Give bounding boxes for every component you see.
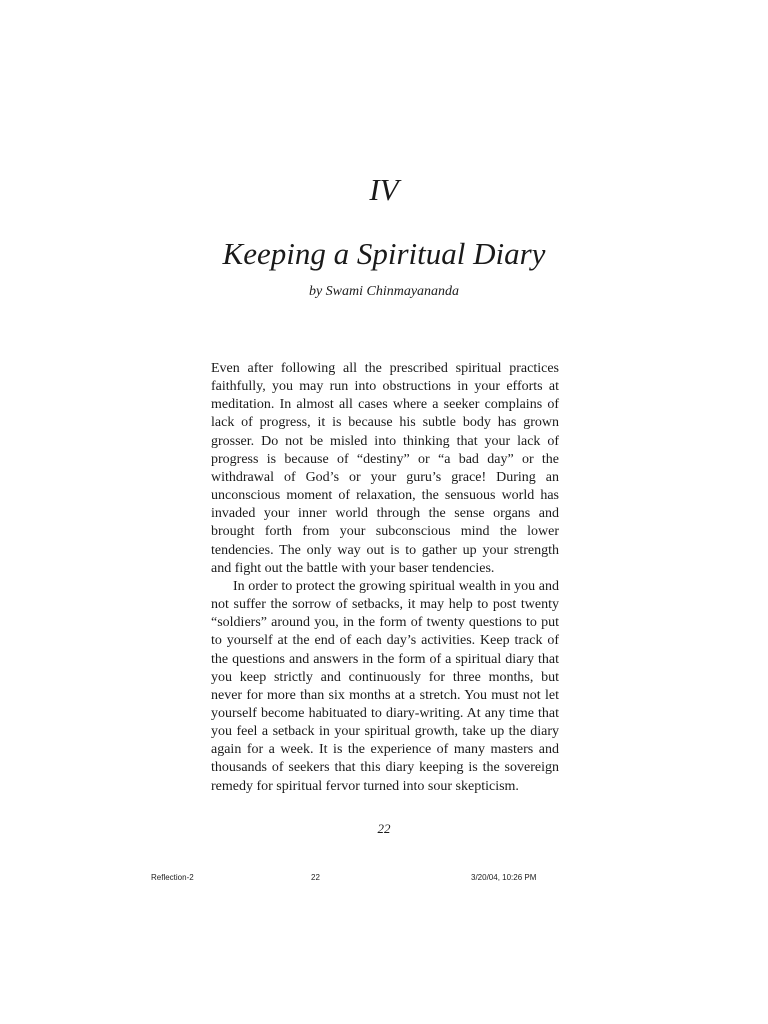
- chapter-title: Keeping a Spiritual Diary: [222, 236, 546, 271]
- author-byline: by Swami Chinmayananda: [308, 284, 460, 299]
- body-text: [211, 360, 559, 796]
- footer-timestamp: 3/20/04, 10:26 PM: [471, 873, 537, 882]
- footer-page: 22: [311, 873, 320, 882]
- chapter-number: IV: [369, 172, 399, 207]
- page-number: 22: [377, 821, 391, 836]
- footer-filename: Reflection-2: [151, 873, 194, 882]
- paragraph-2: In order to protect the growing spiritual wealth in you and not suffer the sorrow of setbacks, it may help to post twenty “soldiers” around you, in the form of twenty questions to put to yourself at the end of each day’s activities. Keep track of the questions and answers in the form of a spiritual diary that you keep strictly and continuously for three months, but never for more than six months at a stretch. You must not let yourself become habituated to diary-writing. At any time that you feel a setback in your spiritual growth, take up the diary again for a week. It is the experience of many masters and thousands of seekers that this diary keeping is the sovereign remedy for spiritual fervor turned into sour skepticism.: [211, 578, 559, 794]
- paragraph-1: Even after following all the prescribed spiritual practices faithfully, you may run into obstructions in your efforts at meditation. In almost all cases where a seeker complains of lack of progress, it is because his subtle body has grown grosser. Do not be misled into thinking that your lack of progress is because of “destiny” or “a bad day” or the withdrawal of God’s or your guru’s grace! During an unconscious moment of relaxation, the sensuous world has invaded your inner world through the sense organs and brought forth from your subconscious mind the lower tendencies. The only way out is to gather up your strength and fight out the battle with your baser tendencies.: [211, 361, 559, 576]
